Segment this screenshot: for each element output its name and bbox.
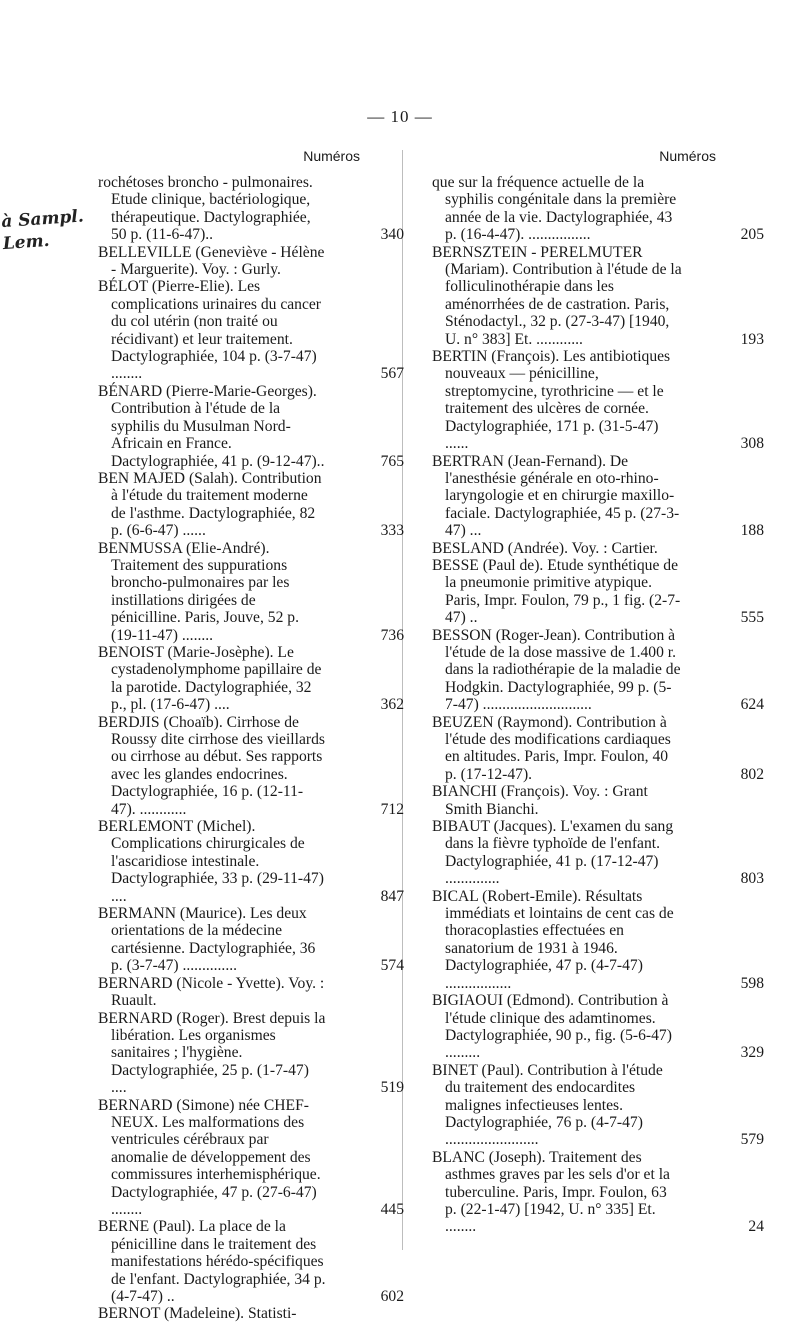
entry-number: 736 xyxy=(380,626,404,644)
bibliography-entry xyxy=(98,643,404,714)
bibliography-entry xyxy=(432,992,764,1062)
entry-text: BERNARD (Roger). Brest depuis la libération. Les organismes sanitaires ; l'hygiène. Dactylographiée, 25 p. (1-7-47) .... xyxy=(98,1009,326,1097)
entry-text: que sur la fréquence actuelle de la syphilis congénitale dans la première année de la vie. Dactylographiée, 43 p. (16-4-47). ................ xyxy=(432,174,677,244)
bibliography-entry xyxy=(98,1218,404,1305)
entry-number: 803 xyxy=(740,870,764,888)
entry-text: BESSON (Roger-Jean). Contribution à l'étude de la dose massive de 1.400 r. dans la radiothérapie de la maladie de Hodgkin. Dactylographiée, 99 p. (5-7-47) ............................ xyxy=(432,626,681,714)
bibliography-entry xyxy=(98,382,404,470)
bibliography-entry xyxy=(98,278,404,383)
entry-number: 333 xyxy=(380,522,404,540)
bibliography-entry xyxy=(432,1148,764,1236)
bibliography-entry xyxy=(98,174,404,244)
entry-text: BERTRAN (Jean-Fernand). De l'anesthésie générale en oto-rhino-laryngologie et en chirurgie maxillo-faciale. Dactylographiée, 45 p. (27-3-47) ... xyxy=(432,452,680,540)
entry-number: 624 xyxy=(740,696,764,714)
entry-number: 847 xyxy=(380,887,404,905)
entry-text: BERDJIS (Choaïb). Cirrhose de Roussy dite cirrhose des vieillards ou cirrhose au début. Ses rapports avec les glandes endocrines. Dactylographiée, 16 p. (12-11-47). ............ xyxy=(98,713,325,818)
entry-text: BERNE (Paul). La place de la pénicilline dans le traitement des manifestations hérédo-spécifiques de l'enfant. Dactylographiée, 34 p. (4-7-47) .. xyxy=(98,1218,326,1305)
entry-text: BERNARD (Simone) née CHEF-NEUX. Les malformations des ventricules cérébraux par anomalie de développement des commissures interhemisphérique. Dactylographiée, 47 p. (27-6-47) ........ xyxy=(98,1096,321,1218)
entry-number: 712 xyxy=(380,800,404,818)
entry-text: BESSE (Paul de). Etude synthétique de la pneumonie primitive atypique. Paris, Impr. Foulon, 79 p., 1 fig. (2-7-47) .. xyxy=(432,556,681,627)
entry-number: 445 xyxy=(380,1200,404,1218)
left-column xyxy=(98,148,404,1323)
entry-number: 193 xyxy=(740,330,764,348)
bibliography-entry xyxy=(432,243,764,348)
bibliography-entry xyxy=(98,539,404,644)
bibliography-entry xyxy=(432,783,716,818)
right-column xyxy=(432,148,764,1236)
entry-number: 765 xyxy=(380,452,404,470)
entry-number: 802 xyxy=(740,765,764,783)
entry-text: BESLAND (Andrée). Voy. : Cartier. xyxy=(432,539,658,557)
entry-text: BEUZEN (Raymond). Contribution à l'étude des modifications cardiaques en altitudes. Paris, Impr. Foulon, 40 p. (17-12-47). xyxy=(432,713,671,783)
entry-text: BERTIN (François). Les antibiotiques nouveaux — pénicilline, streptomycine, tyrothricine — et le traitement des ulcères de cornée. Dactylographiée, 171 p. (31-5-47) ...... xyxy=(432,348,671,453)
entry-text: BIBAUT (Jacques). L'examen du sang dans la fièvre typhoïde de l'enfant. Dactylographiée, 41 p. (17-12-47) .............. xyxy=(432,818,674,888)
entry-number: 579 xyxy=(740,1131,764,1149)
page-number: — 10 — xyxy=(367,107,433,126)
entry-text: BEN MAJED (Salah). Contribution à l'étude du traitement moderne de l'asthme. Dactylographiée, 82 p. (6-6-47) ...... xyxy=(98,469,322,540)
handwritten-margin-note: à Sampl. Lem. xyxy=(0,206,85,255)
right-column-header: Numéros xyxy=(659,148,716,164)
bibliography-entry xyxy=(98,469,404,540)
bibliography-entry xyxy=(98,244,360,279)
bibliography-entry xyxy=(432,713,764,784)
entry-text: BIGIAOUI (Edmond). Contribution à l'étude clinique des adamtinomes. Dactylographiée, 90 p., fig. (5-6-47) ......... xyxy=(432,992,672,1062)
entry-text: BERMANN (Maurice). Les deux orientations de la médecine cartésienne. Dactylographiée, 36 p. (3-7-47) .............. xyxy=(98,905,316,975)
bibliography-entry xyxy=(98,1305,360,1322)
bibliography-entry xyxy=(432,452,764,540)
entry-text: BERNSZTEIN - PERELMUTER (Mariam). Contribution à l'étude de la folliculinothérapie dans les aménorrhées de de castration. Paris, Sténodactyl., 32 p. (27-3-47) [1940, U. n° 383] Et. ............ xyxy=(432,243,682,348)
entry-number: 329 xyxy=(740,1044,764,1062)
bibliography-entry xyxy=(432,887,764,992)
entry-number: 519 xyxy=(380,1079,404,1097)
entry-text: BIANCHI (François). Voy. : Grant Smith Bianchi. xyxy=(432,783,648,818)
bibliography-entry xyxy=(98,818,404,905)
bibliography-entry xyxy=(98,1096,404,1219)
entry-text: BINET (Paul). Contribution à l'étude du traitement des endocardites malignes infectieuses lentes. Dactylographiée, 76 p. (4-7-47) ........................ xyxy=(432,1061,663,1149)
entry-text: BÉLOT (Pierre-Elie). Les complications urinaires du cancer du col utérin (non traité ou récidivant) et leur traitement. Dactylographiée, 104 p. (3-7-47) ........ xyxy=(98,278,321,383)
right-entry-list xyxy=(432,174,764,1236)
bibliography-entry xyxy=(432,348,764,453)
entry-text: BERNOT (Madeleine). Statisti- xyxy=(98,1305,297,1323)
entry-number: 188 xyxy=(740,522,764,540)
bibliography-entry xyxy=(432,818,764,888)
entry-text: BÉNARD (Pierre-Marie-Georges). Contribution à l'étude de la syphilis du Musulman Nord-Africain en France. Dactylographiée, 41 p. (9-12-47).. xyxy=(98,382,325,470)
entry-number: 362 xyxy=(380,696,404,714)
entry-number: 205 xyxy=(740,226,764,244)
entry-number: 308 xyxy=(740,435,764,453)
entry-number: 602 xyxy=(380,1288,404,1305)
entry-number: 574 xyxy=(380,957,404,975)
entry-number: 567 xyxy=(380,365,404,383)
left-column-header: Numéros xyxy=(303,148,360,164)
entry-text: BERNARD (Nicole - Yvette). Voy. : Ruault. xyxy=(98,974,325,1010)
bibliography-entry xyxy=(98,713,404,818)
bibliography-entry xyxy=(432,626,764,714)
entry-text: BENOIST (Marie-Josèphe). Le cystadenolymphome papillaire de la parotide. Dactylographiée, 32 p., pl. (17-6-47) .... xyxy=(98,643,322,714)
bibliography-entry xyxy=(98,905,404,975)
bibliography-entry xyxy=(98,975,360,1010)
entry-text: BICAL (Robert-Emile). Résultats immédiats et lointains de cent cas de thoracoplasties effectuées en sanatorium de 1931 à 1946. Dactylographiée, 47 p. (4-7-47) ................. xyxy=(432,887,674,992)
bibliography-entry xyxy=(98,1009,404,1097)
bibliography-entry xyxy=(432,540,716,557)
entry-number: 598 xyxy=(740,974,764,992)
entry-number: 24 xyxy=(748,1218,764,1236)
left-entry-list xyxy=(98,174,404,1323)
entry-text: BENMUSSA (Elie-André). Traitement des suppurations broncho-pulmonaires par les instillations dirigées de pénicilline. Paris, Jouve, 52 p. (19-11-47) ........ xyxy=(98,539,299,644)
entry-text: rochétoses broncho - pulmonaires. Etude clinique, bactériologique, thérapeutique. Dactylographiée, 50 p. (11-6-47).. xyxy=(98,174,313,244)
bibliography-entry xyxy=(432,1061,764,1149)
entry-number: 340 xyxy=(380,226,404,244)
entry-text: BELLEVILLE (Geneviève - Hélène - Marguerite). Voy. : Gurly. xyxy=(98,243,325,279)
bibliography-entry xyxy=(432,174,764,244)
entry-number: 555 xyxy=(740,609,764,627)
entry-text: BERLEMONT (Michel). Complications chirurgicales de l'ascaridiose intestinale. Dactylographiée, 33 p. (29-11-47) .... xyxy=(98,818,324,905)
bibliography-entry xyxy=(432,556,764,627)
entry-text: BLANC (Joseph). Traitement des asthmes graves par les sels d'or et la tuberculine. Paris, Impr. Foulon, 63 p. (22-1-47) [1942, U. n° 335] Et. ........ xyxy=(432,1148,670,1236)
